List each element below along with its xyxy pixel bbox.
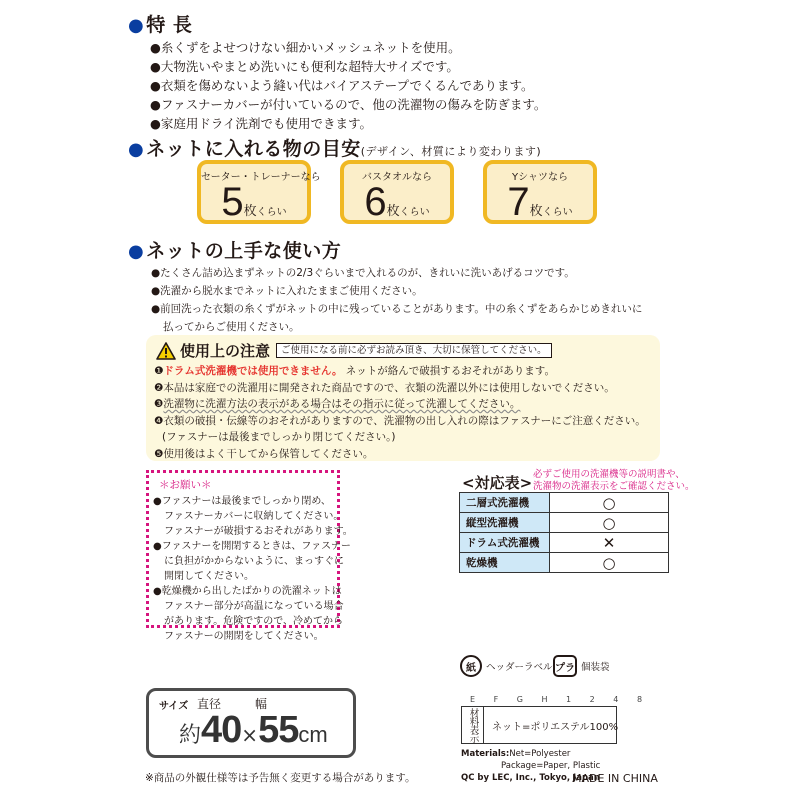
guide-suffix: くらい [256,207,287,218]
guide-count: 6 [364,180,387,224]
materials-en-label: Materials: [461,749,510,759]
size-dim-width: 幅 [255,697,268,711]
size-times: × [241,723,259,747]
features-list [150,38,546,133]
caution-text: 洗濯物に洗濯方法の表示がある場合はその指示に従って洗濯してください。 [163,398,521,410]
made-in: MADE IN CHINA [572,772,658,785]
usage-title: ネットの上手な使い方 [146,240,342,262]
guide-title: ネットに入れる物の目安 [146,138,361,160]
request-line: 開閉してください。 [164,571,254,582]
compat-mark: ○ [550,493,669,513]
caution-panel [146,335,660,461]
compat-note [533,469,695,493]
size-label: サイズ [159,701,189,712]
caution-text: (ファスナーは最後までしっかり閉じてください。) [162,431,396,443]
disclaimer: ※商品の外観仕様等は予告無く変更する場合があります。 [145,772,416,784]
caution-list [154,363,646,462]
caution-text: ネットが絡んで破損するおそれがあります。 [345,365,555,377]
machine-cell: ドラム式洗濯機 [460,533,550,553]
caution-red-text: ドラム式洗濯機では使用できません。 [163,365,343,377]
features-heading [128,10,192,37]
compat-mark: ○ [550,553,669,573]
caution-item [154,363,646,380]
caution-item [154,429,646,446]
usage-item: ●たくさん詰め込まずネットの2/3ぐらいまで入れるのが、きれいに洗いあげるコツです。 [151,267,575,279]
machine-cell: 縦型洗濯機 [460,513,550,533]
guide-suffix: くらい [399,207,430,218]
paper-recycle-mark [460,655,553,677]
caution-text: 使用後はよく干してから保管してください。 [163,447,374,460]
feature-item: ●衣類を傷めないよう縫い代はバイアステープでくるんであります。 [150,78,534,93]
material-label: 材料表示 [462,707,484,743]
compat-title: <対応表> [462,474,533,492]
caution-item [154,446,646,463]
size-v2: 55 [258,709,299,751]
paper-recycle-icon: 紙 [460,655,482,677]
size-box [146,688,356,758]
caution-note: ご使用になる前に必ずお読み頂き、大切に保管してください。 [276,343,552,358]
material-value: ネット=ポリエステル100% [492,721,619,733]
guide-unit: 枚 [243,204,257,219]
guide-unit: 枚 [529,204,543,219]
caution-item [154,380,646,397]
request-line: ファスナーが破損するおそれがあります。 [164,526,353,537]
usage-heading [128,236,341,263]
paper-recycle-label: ヘッダーラベル [486,662,553,673]
request-box [146,470,353,642]
caution-num: ❺ [154,447,164,460]
guide-suffix: くらい [542,207,573,218]
request-line: に負担がかからないように、まっすぐに [164,556,344,567]
guide-count: 5 [221,180,244,224]
plastic-recycle-icon: プラ [553,655,577,677]
warning-triangle-icon [156,342,176,360]
compat-mark: ○ [550,513,669,533]
compat-table [459,492,669,573]
lot-codes: E F G H 1 2 4 8 [470,695,651,704]
request-line: ●乾燥機から出したばかりの洗濯ネットは [153,586,342,597]
size-v1: 40 [201,709,242,751]
machine-cell: 二層式洗濯機 [460,493,550,513]
size-unit: cm [298,722,328,747]
feature-item: ●大物洗いやまとめ洗いにも便利な超特大サイズです。 [150,59,459,74]
caution-num: ❷ [154,381,164,394]
usage-item: ●洗濯から脱水までネットに入れたままご使用ください。 [151,285,423,297]
caution-num: ❸ [154,398,164,410]
caution-header [156,340,552,361]
guide-box-sweater [197,160,321,224]
request-line: ファスナーの開閉をしてください。 [164,631,324,642]
plastic-recycle-mark [553,655,610,677]
caution-item [154,413,646,430]
table-row [460,553,669,573]
guide-caption: Yシャツなら [512,172,568,183]
materials-en-package: Package=Paper, Plastic [501,761,601,771]
compat-note-line: 洗濯物の洗濯表示をご確認ください。 [533,481,695,492]
materials-en-net: Net=Polyester [509,749,571,759]
compat-note-line: 必ずご使用の洗濯機等の説明書や、 [533,469,685,480]
guide-heading [128,134,541,161]
guide-count: 7 [507,180,530,224]
size-dim-diameter: 直径 [197,697,222,711]
feature-item: ●ファスナーカバーが付いているので、他の洗濯物の傷みを防ぎます。 [150,97,547,112]
request-line: ファスナーカバーに収納してください。 [164,511,344,522]
request-line: があります。危険ですので、冷めてから [164,616,343,627]
request-line: ●ファスナーは最後までしっかり閉め、 [153,496,331,507]
request-title: ＊お願い＊ [159,479,212,491]
caution-num: ❹ [154,414,164,427]
request-line: ●ファスナーを開閉するときは、ファスナー [153,541,351,552]
english-materials [461,748,600,772]
request-line: ファスナー部分が高温になっている場合 [164,601,344,612]
features-title: 特 長 [146,14,193,36]
size-approx: 約 [179,723,202,748]
table-row [460,533,669,553]
bullet-icon: ● [128,241,145,262]
caution-text: 本品は家庭での洗濯用に開発された商品ですので、衣類の洗濯以外には使用しないでください。 [163,381,615,394]
plastic-recycle-label: 個装袋 [581,662,610,673]
guide-box-bath-towel [340,160,454,224]
size-value [179,709,328,752]
guide-subtitle: (デザイン、材質により変わります) [360,145,542,158]
feature-item: ●糸くずをよせつけない細かいメッシュネットを使用。 [150,40,461,55]
guide-box-shirt [483,160,597,224]
caution-text: 衣類の破損・伝線等のおそれがありますので、洗濯物の出し入れの際はファスナーにご注意ください。 [163,414,646,427]
request-list [153,494,353,644]
caution-item [154,396,646,413]
table-row [460,513,669,533]
caution-num: ❶ [154,365,164,377]
guide-unit: 枚 [386,204,400,219]
table-row [460,493,669,513]
feature-item: ●家庭用ドライ洗剤でも使用できます。 [150,116,373,131]
usage-item: 払ってからご使用ください。 [163,321,300,333]
caution-title: 使用上の注意 [180,342,271,360]
qc-text: QC by LEC, Inc., Tokyo, Japan [461,773,600,783]
guide-caption: バスタオルなら [362,172,432,183]
machine-cell: 乾燥機 [460,553,550,573]
guide-caption: セーター・トレーナーなら [201,172,321,183]
bullet-icon: ● [128,139,145,160]
usage-list [151,264,642,336]
usage-item: ●前回洗った衣類の糸くずがネットの中に残っていることがあります。中の糸くずをあらかじめきれいに [151,303,643,315]
material-box [461,706,617,744]
bullet-icon: ● [128,15,145,36]
compat-mark: ✕ [550,533,669,553]
